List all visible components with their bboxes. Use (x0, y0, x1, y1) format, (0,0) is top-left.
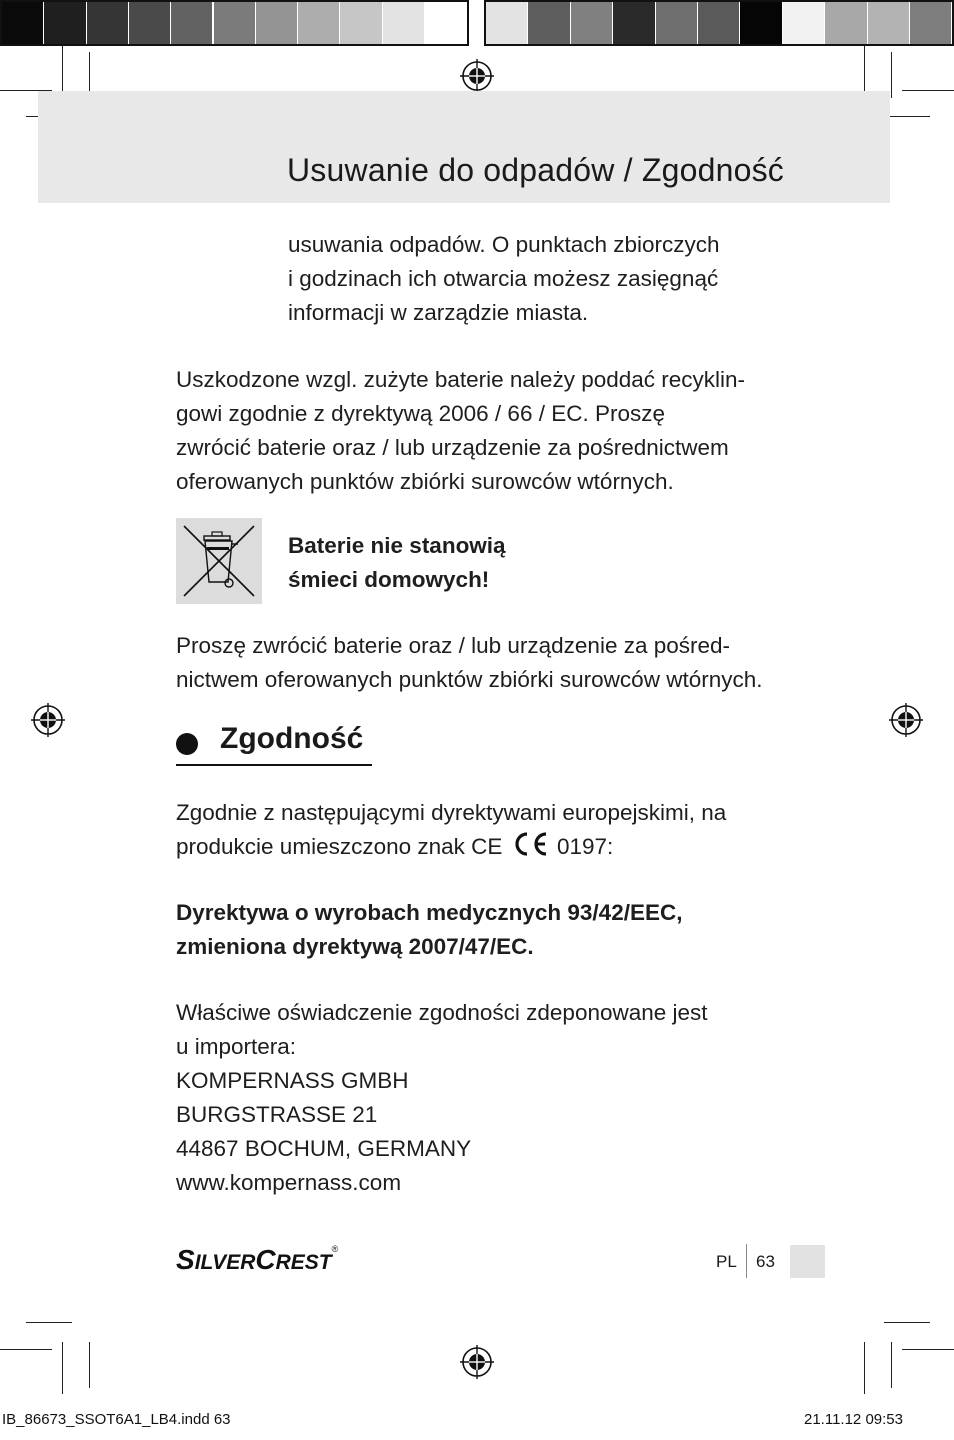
registration-mark-icon (31, 703, 65, 737)
color-swatch (613, 2, 654, 44)
text-line: informacji w zarządzie miasta. (288, 300, 589, 325)
declaration-paragraph (176, 996, 708, 1200)
registration-mark-icon (460, 59, 494, 93)
conformity-paragraph (176, 796, 726, 864)
color-swatch (698, 2, 739, 44)
text-line: Uszkodzone wzgl. zużyte baterie należy poddać recyklin- (176, 367, 746, 392)
color-calibration-strip (0, 0, 954, 46)
ce-text: produkcie umieszczono znak CE (176, 834, 503, 859)
bullet-icon (176, 733, 198, 755)
battery-paragraph (176, 363, 745, 499)
color-swatch (740, 2, 781, 44)
print-slug-file: IB_86673_SSOT6A1_LB4.indd 63 (2, 1411, 231, 1428)
color-swatch (425, 2, 466, 44)
notified-body-number: 0197: (556, 834, 614, 859)
text-line (176, 830, 726, 864)
footer-divider (746, 1244, 747, 1278)
text-line: usuwania odpadów. O punktach zbiorczych (288, 232, 720, 257)
text-line: śmieci domowych! (288, 567, 490, 592)
color-swatch (383, 2, 424, 44)
company-website: www.kompernass.com (176, 1170, 402, 1195)
color-swatch (298, 2, 339, 44)
page-title: Usuwanie do odpadów / Zgodność (287, 152, 784, 188)
color-swatch (868, 2, 909, 44)
text-line: Dyrektywa o wyrobach medycznych 93/42/EEC, (176, 900, 683, 925)
company-name: KOMPERNASS GMBH (176, 1068, 409, 1093)
text-line: nictwem oferowanych punktów zbiórki surowców wtórnych. (176, 667, 763, 692)
section-underline (176, 764, 372, 766)
color-swatch (2, 2, 43, 44)
text-line: u importera: (176, 1034, 297, 1059)
text-line: Proszę zwrócić baterie oraz / lub urządzenie za pośred- (176, 633, 731, 658)
page-tab-marker (790, 1245, 825, 1278)
color-swatch (656, 2, 697, 44)
color-swatch (171, 2, 212, 44)
color-swatch (486, 2, 527, 44)
color-swatch (129, 2, 170, 44)
page-number: 63 (756, 1252, 775, 1271)
text-line: zwrócić baterie oraz / lub urządzenie za pośrednictwem (176, 435, 729, 460)
color-swatch (528, 2, 569, 44)
text-line: Właściwe oświadczenie zgodności zdeponowane jest (176, 1000, 708, 1025)
text-line: Zgodnie z następującymi dyrektywami europejskimi, na (176, 800, 727, 825)
text-line: gowi zgodnie z dyrektywą 2006 / 66 / EC. Proszę (176, 401, 666, 426)
brand-logo: SILVERCREST® (176, 1244, 339, 1275)
color-swatch (214, 2, 255, 44)
color-swatch (910, 2, 951, 44)
color-swatch (783, 2, 824, 44)
section-title: Zgodność (220, 722, 364, 755)
registration-mark-icon (889, 703, 923, 737)
company-city: 44867 BOCHUM, GERMANY (176, 1136, 472, 1161)
return-paragraph (176, 629, 762, 697)
color-swatch (571, 2, 612, 44)
color-swatch (44, 2, 85, 44)
directive-text (176, 896, 682, 964)
company-street: BURGSTRASSE 21 (176, 1102, 378, 1127)
text-line: zmieniona dyrektywą 2007/47/EC. (176, 934, 534, 959)
text-line: i godzinach ich otwarcia możesz zasięgnąć (288, 266, 719, 291)
battery-warning (288, 529, 506, 597)
text-line: oferowanych punktów zbiórki surowców wtórnych. (176, 469, 674, 494)
intro-paragraph (288, 228, 720, 330)
color-swatch (256, 2, 297, 44)
color-swatch (340, 2, 381, 44)
text-line: Baterie nie stanowią (288, 533, 506, 558)
color-swatch (825, 2, 866, 44)
registration-mark-icon (460, 1345, 494, 1379)
color-swatch (87, 2, 128, 44)
crossed-out-wheelie-bin-icon (176, 518, 262, 604)
ce-mark-icon (511, 831, 549, 857)
footer-language: PL (716, 1252, 737, 1271)
print-slug-datetime: 21.11.12 09:53 (804, 1411, 903, 1428)
